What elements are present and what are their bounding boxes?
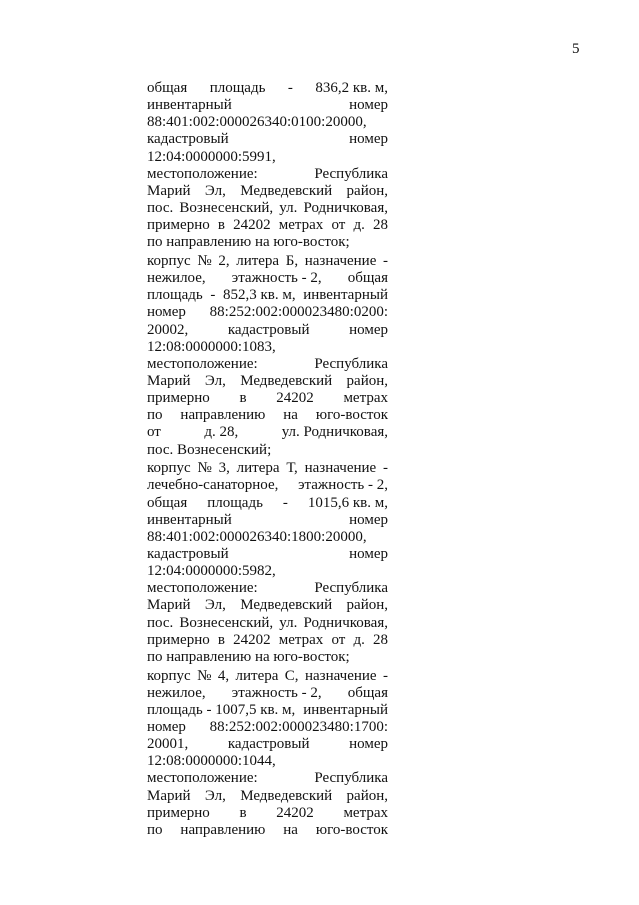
- text-word: №: [197, 253, 212, 269]
- text-word: назначение: [304, 253, 377, 269]
- text-word: кадастровый: [227, 736, 310, 753]
- text-line: [147, 685, 388, 702]
- text-line: [147, 753, 388, 770]
- text-line: [147, 495, 388, 512]
- text-word: инвентарный: [303, 701, 388, 718]
- text-word: д.: [353, 631, 365, 648]
- text-word: номер: [349, 97, 388, 114]
- text-word: общая: [147, 80, 188, 96]
- text-word: номер: [349, 736, 388, 753]
- text-word: общая: [347, 684, 388, 701]
- text-line: [147, 702, 388, 719]
- text-word: нежилое,: [147, 270, 206, 287]
- text-word: 24202: [233, 217, 271, 234]
- text-word: 852,3 кв. м,: [222, 287, 296, 304]
- text-word: площадь: [147, 287, 203, 304]
- text-word: номер: [349, 511, 388, 528]
- text-word: 20002,: [147, 321, 189, 338]
- text-word: литера: [236, 253, 280, 269]
- text-word: д. 28,: [204, 424, 239, 441]
- text-line: [147, 131, 388, 148]
- text-line: [147, 253, 388, 270]
- text-line: [147, 512, 388, 529]
- text-word: номер: [349, 321, 388, 338]
- text-line: [147, 80, 388, 97]
- text-word: 12:04:0000000:5982,: [147, 563, 276, 580]
- text-word: этажность - 2,: [298, 477, 388, 494]
- text-word: Республика: [314, 355, 388, 372]
- text-line: [147, 719, 388, 736]
- text-word: номер: [349, 545, 388, 562]
- text-word: юго-восток: [315, 407, 388, 424]
- text-word: метрах: [278, 217, 324, 234]
- text-line: [147, 373, 388, 390]
- text-word: общая: [347, 270, 388, 287]
- text-word: номер: [147, 718, 186, 735]
- text-word: Эл,: [204, 182, 226, 199]
- text-word: 28: [372, 631, 388, 648]
- text-line: [147, 615, 388, 632]
- text-word: 28: [372, 217, 388, 234]
- text-line: [147, 270, 388, 287]
- text-word: кадастровый: [227, 321, 310, 338]
- text-word: Медведевский: [240, 787, 333, 804]
- text-word: Республика: [314, 165, 388, 182]
- text-line: [147, 546, 388, 563]
- text-line: [147, 805, 388, 822]
- text-line: [147, 390, 388, 407]
- text-word: местоположение:: [147, 770, 258, 787]
- text-line: [147, 632, 388, 649]
- text-word: назначение: [304, 460, 377, 477]
- text-word: этажность - 2,: [231, 270, 322, 287]
- text-word: район,: [346, 787, 388, 804]
- text-word: район,: [346, 182, 388, 199]
- text-word: местоположение:: [147, 580, 258, 597]
- text-word: в: [239, 390, 247, 407]
- text-line: [147, 339, 388, 356]
- text-word: ул.: [279, 614, 298, 631]
- text-word: -: [210, 287, 216, 304]
- text-line: [147, 597, 388, 614]
- text-line: [147, 460, 388, 477]
- text-word: 12:08:0000000:1083,: [147, 338, 276, 355]
- text-line: [147, 770, 388, 787]
- text-word: корпус: [147, 667, 191, 684]
- text-word: 24202: [276, 804, 314, 821]
- text-word: примерно: [147, 217, 210, 234]
- text-line: [147, 822, 388, 839]
- text-line: [147, 424, 388, 441]
- text-word: 1015,6 кв. м,: [307, 494, 388, 511]
- text-line: [147, 477, 388, 494]
- text-word: д.: [353, 217, 365, 234]
- text-word: от: [331, 217, 346, 234]
- text-word: направлению: [180, 821, 266, 838]
- text-word: ул. Родничковая,: [281, 424, 388, 441]
- text-word: 88:252:002:000023480:1700:: [209, 718, 388, 735]
- text-line: [147, 668, 388, 685]
- text-word: Эл,: [204, 787, 226, 804]
- text-word: метрах: [343, 390, 388, 407]
- text-word: №: [197, 460, 212, 477]
- text-word: -: [287, 80, 293, 96]
- text-word: Марий: [147, 372, 191, 389]
- text-word: Медведевский: [240, 597, 333, 614]
- text-word: примерно: [147, 631, 210, 648]
- text-word: по: [147, 407, 163, 424]
- text-word: Медведевский: [240, 182, 333, 199]
- text-word: пос.: [147, 199, 174, 216]
- text-word: литера: [236, 460, 280, 477]
- text-word: 12:04:0000000:5991,: [147, 148, 276, 165]
- text-line: [147, 149, 388, 166]
- text-word: №: [197, 667, 212, 684]
- text-word: этажность - 2,: [231, 684, 322, 701]
- text-word: кадастровый: [147, 131, 229, 148]
- text-word: примерно: [147, 804, 210, 821]
- text-word: направлению: [180, 407, 266, 424]
- text-word: номер: [349, 131, 388, 148]
- text-word: общая: [147, 494, 188, 511]
- text-word: примерно: [147, 390, 210, 407]
- text-word: площадь: [207, 494, 263, 511]
- text-line: [147, 736, 388, 753]
- text-line: [147, 200, 388, 217]
- text-line: [147, 97, 388, 114]
- text-word: район,: [346, 372, 388, 389]
- text-word: Республика: [314, 580, 388, 597]
- text-word: местоположение:: [147, 165, 258, 182]
- text-line: [147, 322, 388, 339]
- text-word: Б,: [285, 253, 299, 269]
- text-word: инвентарный: [147, 511, 232, 528]
- text-line: [147, 356, 388, 373]
- text-word: корпус: [147, 253, 191, 269]
- text-word: на: [283, 407, 298, 424]
- text-line: [147, 442, 388, 459]
- text-word: кадастровый: [147, 545, 229, 562]
- text-word: пос.: [147, 614, 174, 631]
- text-word: 24202: [233, 631, 271, 648]
- text-word: -: [282, 494, 288, 511]
- text-word: Вознесенский,: [179, 614, 274, 631]
- text-word: метрах: [343, 804, 388, 821]
- text-line: [147, 563, 388, 580]
- text-word: Эл,: [204, 372, 226, 389]
- text-word: литера: [235, 667, 279, 684]
- text-word: метрах: [278, 631, 324, 648]
- text-word: -: [383, 253, 388, 269]
- text-word: юго-восток: [315, 821, 388, 838]
- text-line: [147, 183, 388, 200]
- text-word: 88:401:002:000026340:0100:20000,: [147, 114, 367, 131]
- text-line: [147, 529, 388, 546]
- text-word: 2,: [218, 253, 230, 269]
- text-word: 836,2 кв. м,: [315, 80, 388, 96]
- text-word: по направлению на юго-восток;: [147, 234, 350, 251]
- text-word: по направлению на юго-восток;: [147, 648, 350, 665]
- text-word: С,: [284, 667, 299, 684]
- text-word: Марий: [147, 182, 191, 199]
- text-line: [147, 166, 388, 183]
- text-word: Т,: [286, 460, 298, 477]
- text-word: Республика: [314, 770, 388, 787]
- text-word: местоположение:: [147, 355, 258, 372]
- text-word: 20001,: [147, 736, 189, 753]
- text-word: инвентарный: [147, 97, 232, 114]
- text-word: -: [382, 460, 388, 477]
- text-word: 4,: [217, 667, 230, 684]
- text-word: от: [147, 424, 161, 441]
- text-line: [147, 287, 388, 304]
- text-word: в: [217, 631, 225, 648]
- text-word: назначение: [304, 667, 377, 684]
- text-word: по: [147, 821, 163, 838]
- text-word: -: [382, 667, 388, 684]
- text-word: 12:08:0000000:1044,: [147, 753, 276, 770]
- text-word: Родничковая,: [303, 614, 388, 631]
- text-word: пос. Вознесенский;: [147, 441, 272, 458]
- text-word: 88:401:002:000026340:1800:20000,: [147, 528, 367, 545]
- page-number: 5: [572, 41, 580, 57]
- text-line: [147, 304, 388, 321]
- text-word: от: [331, 631, 346, 648]
- text-line: [147, 580, 388, 597]
- text-word: в: [239, 804, 247, 821]
- text-line: [147, 788, 388, 805]
- text-word: на: [283, 821, 298, 838]
- text-line: [147, 407, 388, 424]
- text-word: лечебно-санаторное,: [147, 477, 279, 494]
- text-word: 24202: [276, 390, 314, 407]
- text-word: Марий: [147, 597, 191, 614]
- text-word: Эл,: [204, 597, 226, 614]
- text-word: Медведевский: [240, 372, 333, 389]
- text-line: [147, 234, 388, 251]
- text-line: [147, 649, 388, 666]
- text-line: [147, 114, 388, 131]
- text-line: [147, 217, 388, 234]
- text-word: Вознесенский,: [179, 199, 274, 216]
- text-word: ул.: [279, 199, 298, 216]
- text-word: площадь: [209, 80, 266, 96]
- text-word: инвентарный: [303, 287, 388, 304]
- text-word: Марий: [147, 787, 191, 804]
- text-word: район,: [346, 597, 388, 614]
- text-word: номер: [147, 304, 186, 321]
- text-word: в: [217, 217, 225, 234]
- text-word: нежилое,: [147, 684, 206, 701]
- document-text-column: [147, 80, 388, 839]
- text-word: площадь - 1007,5 кв. м,: [147, 701, 296, 718]
- text-word: корпус: [147, 460, 191, 477]
- text-word: 3,: [218, 460, 230, 477]
- text-word: Родничковая,: [303, 199, 388, 216]
- text-word: 88:252:002:000023480:0200:: [209, 304, 388, 321]
